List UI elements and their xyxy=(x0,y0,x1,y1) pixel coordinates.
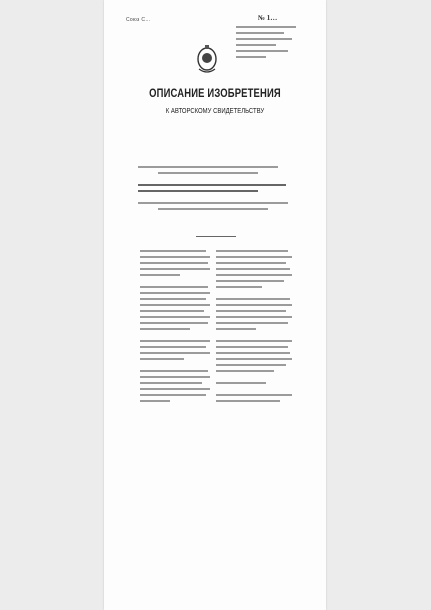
bibliographic-data-block xyxy=(236,26,306,62)
document-subtitle: К АВТОРСКОМУ СВИДЕТЕЛЬСТВУ xyxy=(165,108,265,115)
authors-block xyxy=(138,166,288,214)
state-emblem-icon xyxy=(196,42,218,76)
header-patent-number: № 1… xyxy=(258,14,278,22)
text-column-left xyxy=(140,250,210,412)
document-page xyxy=(104,0,326,610)
document-title: ОПИСАНИЕ ИЗОБРЕТЕНИЯ xyxy=(149,88,281,100)
header-country: Союз С… xyxy=(126,17,151,23)
text-column-right xyxy=(216,250,292,412)
section-divider xyxy=(196,236,236,237)
